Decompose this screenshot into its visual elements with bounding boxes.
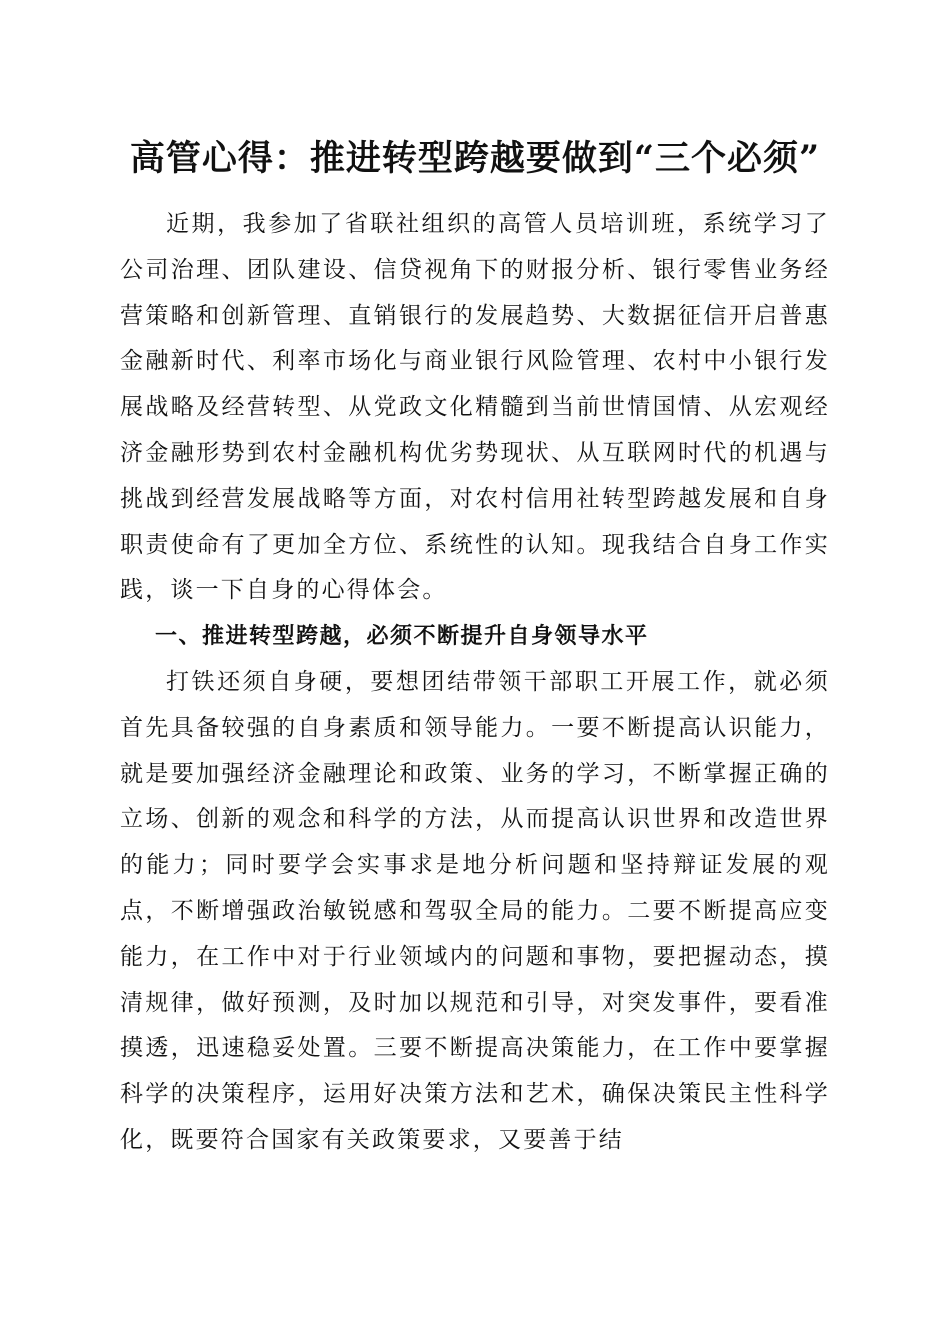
document-title: 高管心得：推进转型跨越要做到“三个必须”	[129, 138, 821, 179]
section-heading: 一、推进转型跨越，必须不断提升自身领导水平	[155, 624, 649, 650]
section-paragraph: 打铁还须自身硬，要想团结带领干部职工开展工作，就必须首先具备较强的自身素质和领导能力。一要不断提高认识能力，就是要加强经济金融理论和政策、业务的学习，不断掌握正确的立场、创新的观念和科学的方法，从而提高认识世界和改造世界的能力；同时要学会实事求是地分析问题和坚持辩证发展的观点，不断增强政治敏锐感和驾驭全局的能力。二要不断提高应变能力，在工作中对于行业领域内的问题和事物，要把握动态，摸清规律，做好预测，及时加以规范和引导，对突发事件，要看准摸透，迅速稳妥处置。三要不断提高决策能力，在工作中要掌握科学的决策程序，运用好决策方法和艺术，确保决策民主性科学化，既要符合国家有关政策要求，又要善于结	[120, 668, 830, 1153]
intro-paragraph: 近期，我参加了省联社组织的高管人员培训班，系统学习了公司治理、团队建设、信贷视角下的财报分析、银行零售业务经营策略和创新管理、直销银行的发展趋势、大数据征信开启普惠金融新时代、利率市场化与商业银行风险管理、农村中小银行发展战略及经营转型、从党政文化精髓到当前世情国情、从宏观经济金融形势到农村金融机构优劣势现状、从互联网时代的机遇与挑战到经营发展战略等方面，对农村信用社转型跨越发展和自身职责使命有了更加全方位、系统性的认知。现我结合自身工作实践，谈一下自身的心得体会。	[120, 211, 830, 604]
document-body	[120, 202, 830, 1164]
